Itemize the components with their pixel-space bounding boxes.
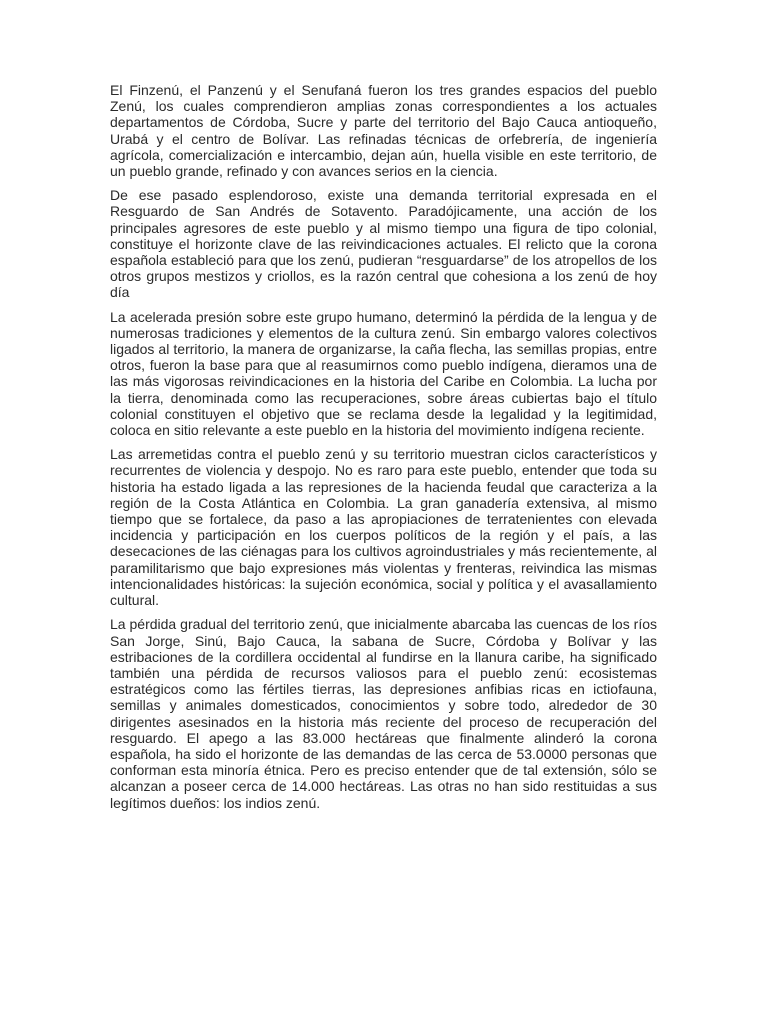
paragraph-arremetidas: Las arremetidas contra el pueblo zenú y su territorio muestran ciclos característicos y recurrentes de violencia y despojo. No es raro para este pueblo, entender que toda su historia ha estado ligada a las represiones de la hacienda feudal que caracteriza a la región de la Costa Atlántica en Colombia. La gran ganadería extensiva, al mismo tiempo que se fortalece, da paso a las apropiaciones de terratenientes con elevada incidencia y participación en los cuerpos políticos de la región y el país, a las desecaciones de las ciénagas para los cultivos agroindustriales y más recientemente, al paramilitarismo que bajo expresiones más violentas y frenteras, reivindica las mismas intencionalidades históricas: la sujeción económica, social y política y el avasallamiento cultural. (110, 446, 657, 609)
paragraph-finzenu: El Finzenú, el Panzenú y el Senufaná fueron los tres grandes espacios del pueblo Zenú, los cuales comprendieron amplias zonas correspondientes a los actuales departamentos de Córdoba, Sucre y parte del territorio del Bajo Cauca antioqueño, Urabá y el centro de Bolívar. Las refinadas técnicas de orfebrería, de ingeniería agrícola, comercialización e intercambio, dejan aún, huella visible en este territorio, de un pueblo grande, refinado y con avances serios en la ciencia. (110, 82, 657, 180)
paragraph-perdida-territorio: La pérdida gradual del territorio zenú, que inicialmente abarcaba las cuencas de los ríos San Jorge, Sinú, Bajo Cauca, la sabana de Sucre, Córdoba y Bolívar y las estribaciones de la cordillera occidental al fundirse en la llanura caribe, ha significado también una pérdida de recursos valiosos para el pueblo zenú: ecosistemas estratégicos como las fértiles tierras, las depresiones anfibias ricas en ictiofauna, semillas y animales domesticados, conocimientos y sobre todo, alrededor de 30 dirigentes asesinados en la historia más reciente del proceso de recuperación del resguardo. El apego a las 83.000 hectáreas que finalmente alinderó la corona española, ha sido el horizonte de las demandas de las cerca de 53.0000 personas que conforman esta minoría étnica. Pero es preciso entender que de tal extensión, sólo se alcanzan a poseer cerca de 14.000 hectáreas. Las otras no han sido restituidas a sus legítimos dueños: los indios zenú. (110, 616, 657, 811)
paragraph-presion: La acelerada presión sobre este grupo humano, determinó la pérdida de la lengua y de numerosas tradiciones y elementos de la cultura zenú. Sin embargo valores colectivos ligados al territorio, la manera de organizarse, la caña flecha, las semillas propias, entre otros, fueron la base para que al reasumirnos como pueblo indígena, dieramos una de las más vigorosas reivindicaciones en la historia del Caribe en Colombia. La lucha por la tierra, denominada como las recuperaciones, sobre áreas cubiertas bajo el título colonial constituyen el objetivo que se reclama desde la legalidad y la legitimidad, coloca en sitio relevante a este pueblo en la historia del movimiento indígena reciente. (110, 308, 657, 439)
document-page (110, 82, 657, 819)
paragraph-resguardo: De ese pasado esplendoroso, existe una demanda territorial expresada en el Resguardo de San Andrés de Sotavento. Paradójicamente, una acción de los principales agresores de este pueblo y al mismo tiempo una figura de tipo colonial, constituye el horizonte clave de las reivindicaciones actuales. El relicto que la corona española estableció para que los zenú, pudieran “resguardarse” de los atropellos de los otros grupos mestizos y criollos, es la razón central que cohesiona a los zenú de hoy día (110, 187, 657, 301)
